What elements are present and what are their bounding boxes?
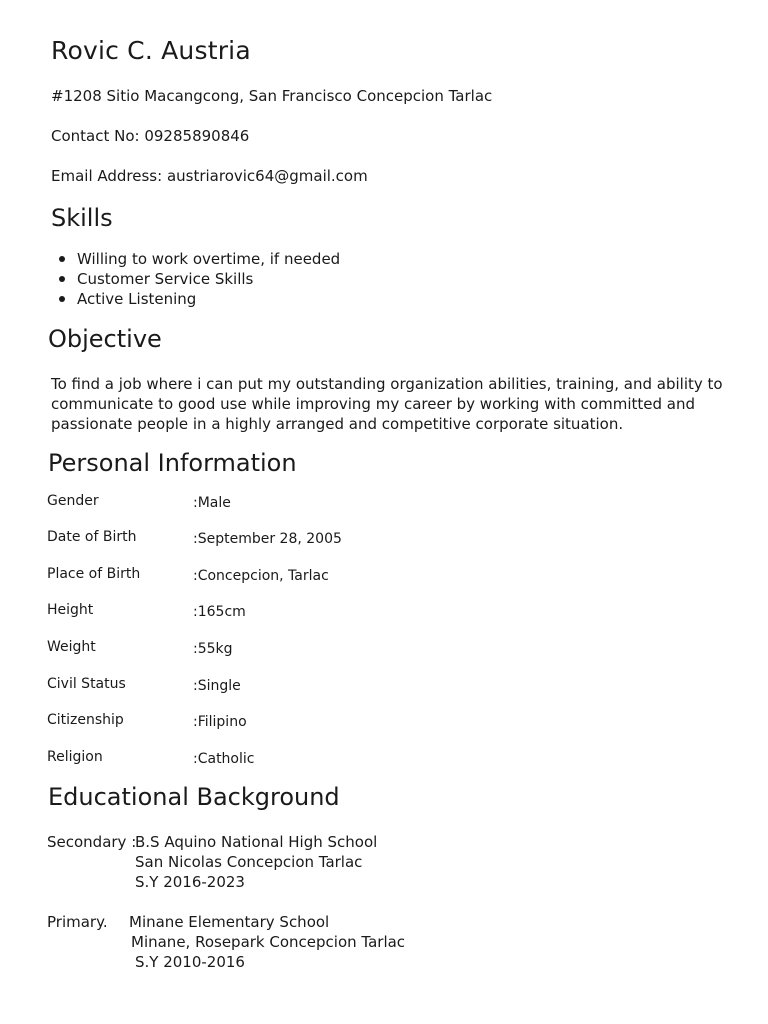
bullet-icon [59,296,65,302]
gender-value: :Male [193,495,231,511]
height-value: :165cm [193,604,246,620]
address-line: #1208 Sitio Macangcong, San Francisco Concepcion Tarlac [51,87,493,105]
dob-value: :September 28, 2005 [193,531,342,547]
skill-text: Customer Service Skills [77,270,254,288]
bullet-icon [59,256,65,262]
objective-text: To find a job where i can put my outstanding organization abilities, training, and ability to communicate to good use while improving my career by working with committed and passionate people in a highly arranged and competitive corporate situation. [51,375,723,433]
personal-info-heading: Personal Information [48,449,297,477]
citizenship-label: Citizenship [47,712,124,728]
height-label: Height [47,602,94,618]
email-line: Email Address: austriarovic64@gmail.com [51,167,368,185]
civil-status-label: Civil Status [47,676,126,692]
gender-label: Gender [47,493,99,509]
secondary-label: Secondary : [47,833,137,851]
weight-label: Weight [47,639,96,655]
primary-label: Primary. [47,913,108,931]
pob-value: :Concepcion, Tarlac [193,568,329,584]
resume-name: Rovic C. Austria [51,36,251,65]
contact-line: Contact No: 09285890846 [51,127,250,145]
primary-year: S.Y 2010-2016 [135,953,245,971]
skill-text: Active Listening [77,290,197,308]
education-heading: Educational Background [48,783,340,811]
secondary-address: San Nicolas Concepcion Tarlac [135,853,363,871]
citizenship-value: :Filipino [193,714,247,730]
list-item [58,269,340,289]
secondary-year: S.Y 2016-2023 [135,873,245,891]
skill-text: Willing to work overtime, if needed [77,250,341,268]
list-item [58,289,340,309]
objective-heading: Objective [48,325,162,353]
bullet-icon [59,276,65,282]
weight-value: :55kg [193,641,233,657]
list-item [58,249,340,269]
skills-list [58,249,340,309]
civil-status-value: :Single [193,678,241,694]
pob-label: Place of Birth [47,566,141,582]
religion-label: Religion [47,749,103,765]
primary-school: Minane Elementary School [129,913,330,931]
religion-value: :Catholic [193,751,255,767]
secondary-school: B.S Aquino National High School [135,833,378,851]
skills-heading: Skills [51,204,113,232]
dob-label: Date of Birth [47,529,137,545]
primary-address: Minane, Rosepark Concepcion Tarlac [131,933,406,951]
